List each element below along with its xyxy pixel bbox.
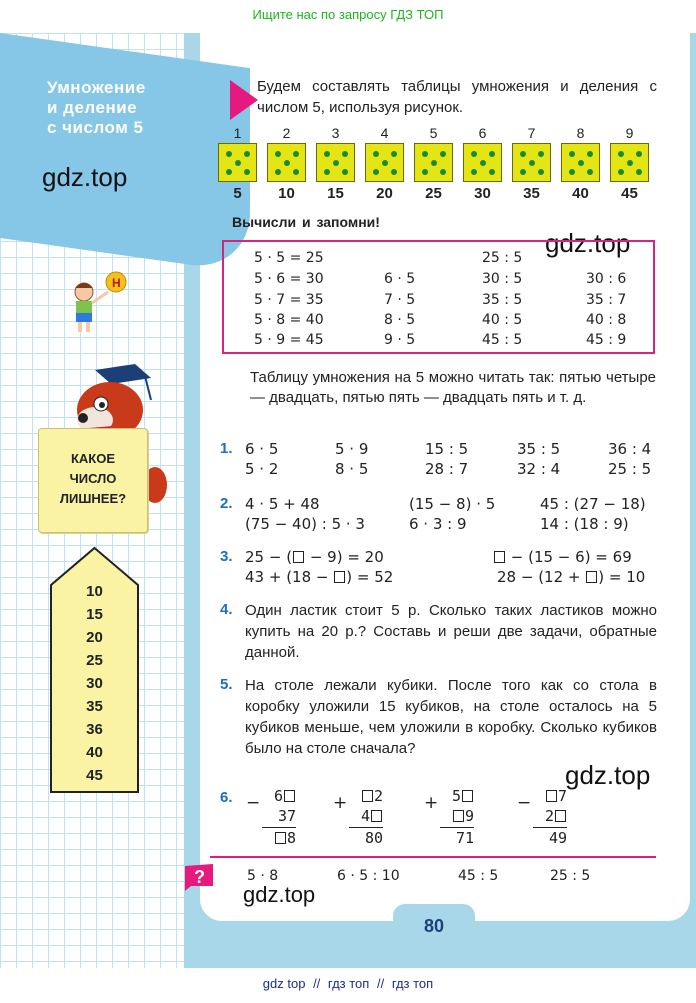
remember-title: Вычисли и запомни!	[232, 214, 380, 230]
blank-box[interactable]	[362, 790, 373, 802]
expression: 14 : (18 : 9)	[540, 515, 629, 533]
die	[218, 125, 257, 202]
column-problem: 6 37 8	[262, 786, 296, 848]
odd-number: 35	[86, 698, 103, 715]
expression: 36 : 4	[608, 440, 652, 458]
die-face-icon	[267, 143, 306, 182]
table-cell: 5 · 6 = 30	[254, 271, 324, 287]
column-problem: 5 9 71	[440, 786, 474, 848]
expression: 5 · 9	[335, 440, 369, 458]
blank-box[interactable]	[293, 551, 304, 563]
die	[414, 125, 453, 202]
word-problem: На столе лежали кубики. После того как со стола в коробку уложили 15 кубиков, на столе осталось на 5 кубиков меньше, чем уложили в коробку. Сколько кубиков было на столе сначала?	[245, 677, 657, 757]
table-cell: 5 · 7 = 35	[254, 292, 324, 308]
expression: 4 · 5 + 48	[245, 495, 320, 513]
operation-sign: +	[333, 793, 348, 813]
die-face-icon	[610, 143, 649, 182]
watermark: gdz.top	[42, 162, 128, 192]
die-total: 20	[376, 185, 393, 202]
svg-text:?: ?	[194, 867, 205, 887]
die	[316, 125, 355, 202]
table-cell: 5 · 5 = 25	[254, 250, 324, 266]
expression: (75 − 40) : 5 · 3	[245, 515, 365, 533]
die	[561, 125, 600, 202]
pink-divider	[210, 856, 656, 858]
blank-box[interactable]	[555, 810, 566, 822]
die-count: 2	[282, 125, 291, 141]
footer-link[interactable]: гдз топ	[327, 976, 370, 991]
blank-box[interactable]	[284, 790, 295, 802]
pink-play-triangle-icon	[230, 80, 258, 120]
table-cell: 40 : 5	[482, 312, 523, 328]
die	[610, 125, 649, 202]
topic-panel	[0, 33, 250, 273]
word-problem: Один ластик стоит 5 р. Сколько таких ластиков можно купить на 20 р.? Составь и реши две задачи, обратные данной.	[245, 602, 657, 661]
die	[463, 125, 502, 202]
topic-title	[47, 78, 177, 138]
blank-box[interactable]	[453, 810, 464, 822]
table-cell: 5 · 8 = 40	[254, 312, 324, 328]
odd-number: 10	[86, 583, 103, 600]
odd-number: 20	[86, 629, 103, 646]
footer-link[interactable]: gdz top	[262, 976, 306, 991]
expression: 6 · 5 : 10	[337, 868, 400, 884]
die-count: 6	[478, 125, 487, 141]
exercise-number: 5.	[220, 676, 233, 693]
expression: 15 : 5	[425, 440, 469, 458]
dice-row	[218, 125, 658, 210]
die-total: 25	[425, 185, 442, 202]
watermark: gdz.top	[545, 228, 631, 258]
watermark: gdz.top	[565, 760, 651, 790]
table-cell: 40 : 8	[586, 312, 627, 328]
die-face-icon	[463, 143, 502, 182]
die-face-icon	[316, 143, 355, 182]
expression: 32 : 4	[517, 460, 561, 478]
table-cell: 35 : 7	[586, 292, 627, 308]
expression: 28 : 7	[425, 460, 469, 478]
expression: 6 · 5	[245, 440, 279, 458]
odd-number: 36	[86, 721, 103, 738]
table-cell: 45 : 9	[586, 332, 627, 348]
column-problem: 2 4 80	[349, 786, 383, 848]
expression: 5 · 2	[245, 460, 279, 478]
top-banner	[0, 0, 696, 33]
expression: 45 : 5	[458, 868, 499, 884]
expression: 8 · 5	[335, 460, 369, 478]
die-count: 8	[576, 125, 585, 141]
equation: − (15 − 6) = 69	[493, 548, 632, 566]
die-face-icon	[414, 143, 453, 182]
table-cell: 9 · 5	[384, 332, 416, 348]
expression: 35 : 5	[517, 440, 561, 458]
bottom-links	[0, 976, 696, 991]
die-count: 4	[380, 125, 389, 141]
topic-line: и деление	[47, 98, 138, 117]
expression: (15 − 8) · 5	[409, 495, 496, 513]
die-total: 30	[474, 185, 491, 202]
footer-link[interactable]: гдз топ	[391, 976, 434, 991]
table-cell: 25 : 5	[482, 250, 523, 266]
odd-card-line: ЛИШНЕЕ?	[59, 491, 127, 506]
table-cell: 7 · 5	[384, 292, 416, 308]
exercise-number: 6.	[220, 789, 233, 806]
footer-separator: //	[313, 976, 321, 991]
operation-sign: −	[246, 793, 261, 813]
table-cell: 30 : 5	[482, 271, 523, 287]
die-total: 45	[621, 185, 638, 202]
table-cell: 35 : 5	[482, 292, 523, 308]
odd-number-card	[38, 428, 148, 533]
reading-text: Таблицу умножения на 5 можно читать так: пятью четыре — двадцать, пятью пять — двадцать пять и т. д.	[250, 369, 656, 406]
die-count: 1	[233, 125, 242, 141]
odd-number: 45	[86, 767, 103, 784]
odd-numbers-list	[48, 580, 141, 787]
page-number-tab	[393, 904, 475, 949]
multiplication-table	[222, 240, 655, 354]
die-total: 15	[327, 185, 344, 202]
boy-illustration-icon	[68, 270, 130, 340]
watermark: gdz.top	[243, 882, 316, 907]
top-banner-text: Ищите нас по запросу ГДЗ ТОП	[252, 7, 444, 22]
table-cell: 30 : 6	[586, 271, 627, 287]
table-cell: 45 : 5	[482, 332, 523, 348]
blank-box[interactable]	[546, 790, 557, 802]
die-total: 40	[572, 185, 589, 202]
equation: 28 − (12 + ) = 10	[497, 568, 646, 586]
die-count: 9	[625, 125, 634, 141]
exercise-number: 1.	[220, 440, 233, 457]
expression: 25 : 5	[608, 460, 652, 478]
blank-box[interactable]	[586, 571, 597, 583]
odd-number: 25	[86, 652, 103, 669]
operation-sign: +	[424, 793, 439, 813]
table-cell: 6 · 5	[384, 271, 416, 287]
blank-box[interactable]	[275, 832, 286, 844]
odd-number: 30	[86, 675, 103, 692]
intro-text: Будем составлять таблицы умножения и деления с числом 5, используя рисунок.	[257, 78, 657, 116]
odd-number: 40	[86, 744, 103, 761]
blank-box[interactable]	[462, 790, 473, 802]
die	[512, 125, 551, 202]
topic-line: Умножение	[47, 78, 146, 97]
footer-separator: //	[376, 976, 385, 991]
equation: 25 − ( − 9) = 20	[245, 548, 384, 566]
expression: 5 · 8	[247, 868, 279, 884]
die	[267, 125, 306, 202]
die-face-icon	[561, 143, 600, 182]
expression: 25 : 5	[550, 868, 591, 884]
svg-text:Н: Н	[112, 276, 121, 290]
operation-sign: −	[517, 793, 532, 813]
die	[365, 125, 404, 202]
odd-card-line: ЧИСЛО	[69, 471, 117, 486]
exercise-number: 3.	[220, 548, 233, 565]
question-bubble-icon	[183, 862, 215, 892]
page-number: 80	[423, 916, 445, 936]
blank-box[interactable]	[334, 571, 345, 583]
die-count: 3	[331, 125, 340, 141]
equation: 43 + (18 − ) = 52	[245, 568, 394, 586]
die-count: 5	[429, 125, 438, 141]
expression: 6 · 3 : 9	[409, 515, 467, 533]
die-count: 7	[527, 125, 536, 141]
blank-box[interactable]	[371, 810, 382, 822]
die-total: 10	[278, 185, 295, 202]
die-face-icon	[218, 143, 257, 182]
die-face-icon	[512, 143, 551, 182]
odd-card-line: КАКОЕ	[70, 451, 116, 466]
odd-number: 15	[86, 606, 103, 623]
expression: 45 : (27 − 18)	[540, 495, 646, 513]
exercise-number: 2.	[220, 495, 233, 512]
blank-box[interactable]	[494, 551, 505, 563]
topic-line: с числом 5	[47, 118, 144, 137]
die-total: 5	[233, 185, 242, 202]
exercise-number: 4.	[220, 601, 233, 618]
column-problem: 7 2 49	[533, 786, 567, 848]
table-cell: 8 · 5	[384, 312, 416, 328]
die-total: 35	[523, 185, 540, 202]
die-face-icon	[365, 143, 404, 182]
table-cell: 5 · 9 = 45	[254, 332, 324, 348]
